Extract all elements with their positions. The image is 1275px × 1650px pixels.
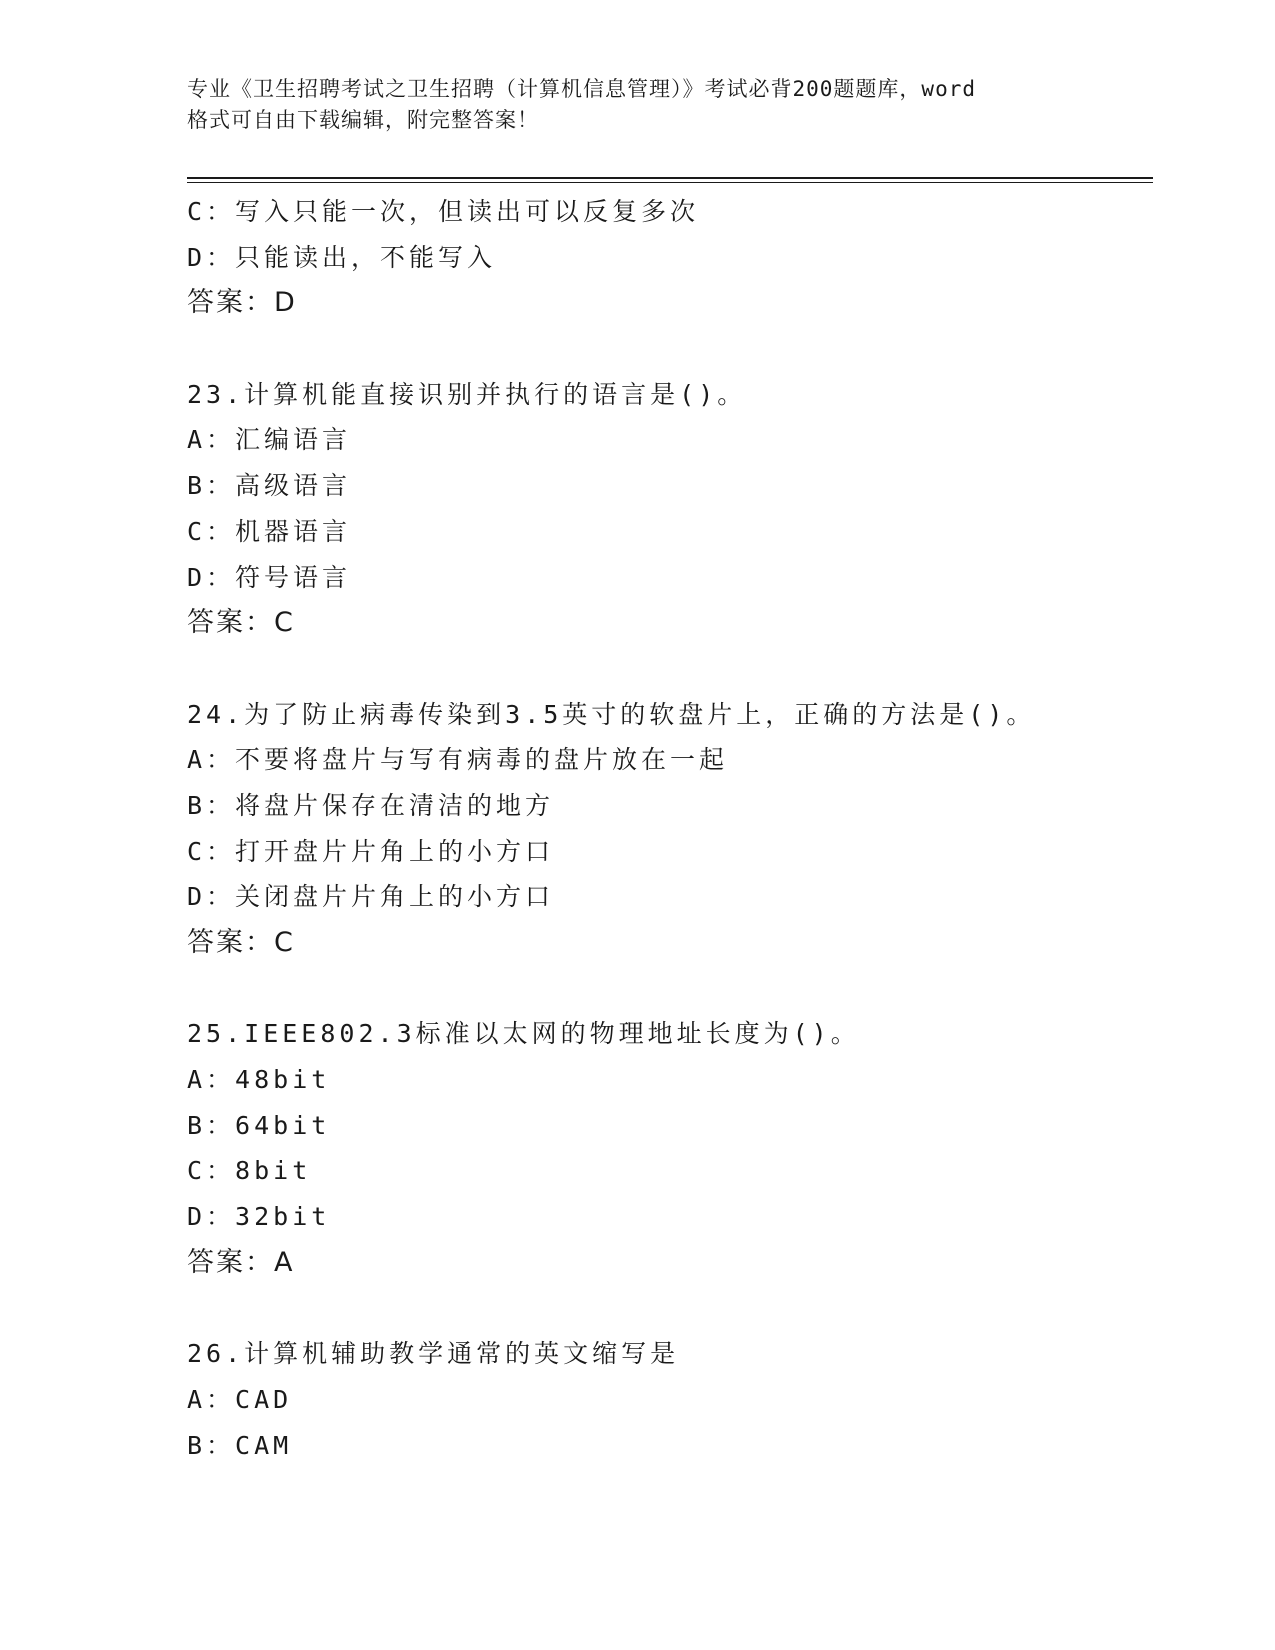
spacer <box>187 966 1153 1012</box>
question-stem: 24.为了防止病毒传染到3.5英寸的软盘片上，正确的方法是()。 <box>187 699 1036 729</box>
question-block-23 <box>187 372 1153 646</box>
answer-line: 答案：D <box>187 287 297 319</box>
option-b: B：CAM <box>187 1430 293 1460</box>
answer-line: 答案：C <box>187 607 295 639</box>
option-c: C：写入只能一次，但读出可以反复多次 <box>187 197 700 226</box>
question-list <box>187 189 1153 1468</box>
question-stem: 26.计算机辅助教学通常的英文缩写是 <box>187 1339 680 1369</box>
spacer <box>187 646 1153 692</box>
option-c: C：机器语言 <box>187 516 352 546</box>
document-header <box>187 74 1107 136</box>
option-c: C：打开盘片片角上的小方口 <box>187 836 555 866</box>
question-block-24 <box>187 692 1153 966</box>
question-block-25 <box>187 1011 1153 1285</box>
header-title-line-2: 格式可自由下载编辑，附完整答案！ <box>187 108 539 132</box>
question-block-26 <box>187 1331 1153 1468</box>
question-block-continued <box>187 189 1153 326</box>
spacer <box>187 1286 1153 1332</box>
option-d: D：只能读出，不能写入 <box>187 242 497 272</box>
option-a: A：不要将盘片与写有病毒的盘片放在一起 <box>187 745 729 775</box>
option-a: A：48bit <box>187 1065 331 1095</box>
question-stem: 23.计算机能直接识别并执行的语言是()。 <box>187 379 747 409</box>
option-d: D：符号语言 <box>187 562 352 592</box>
question-stem: 25.IEEE802.3标准以太网的物理地址长度为()。 <box>187 1019 860 1049</box>
answer-line: 答案：C <box>187 927 295 958</box>
option-d: D：32bit <box>187 1202 331 1232</box>
option-c: C：8bit <box>187 1156 312 1186</box>
answer-line: 答案：A <box>187 1246 295 1278</box>
header-divider-thin <box>187 182 1153 183</box>
spacer <box>187 326 1153 372</box>
option-a: A：汇编语言 <box>187 425 352 455</box>
header-divider-thick <box>187 177 1153 179</box>
option-b: B：高级语言 <box>187 471 352 501</box>
option-d: D：关闭盘片片角上的小方口 <box>187 882 555 912</box>
option-b: B：64bit <box>187 1110 331 1140</box>
header-title-line-1: 专业《卫生招聘考试之卫生招聘（计算机信息管理）》考试必背200题题库，word <box>187 77 976 101</box>
option-a: A：CAD <box>187 1384 293 1414</box>
option-b: B：将盘片保存在清洁的地方 <box>187 790 555 820</box>
